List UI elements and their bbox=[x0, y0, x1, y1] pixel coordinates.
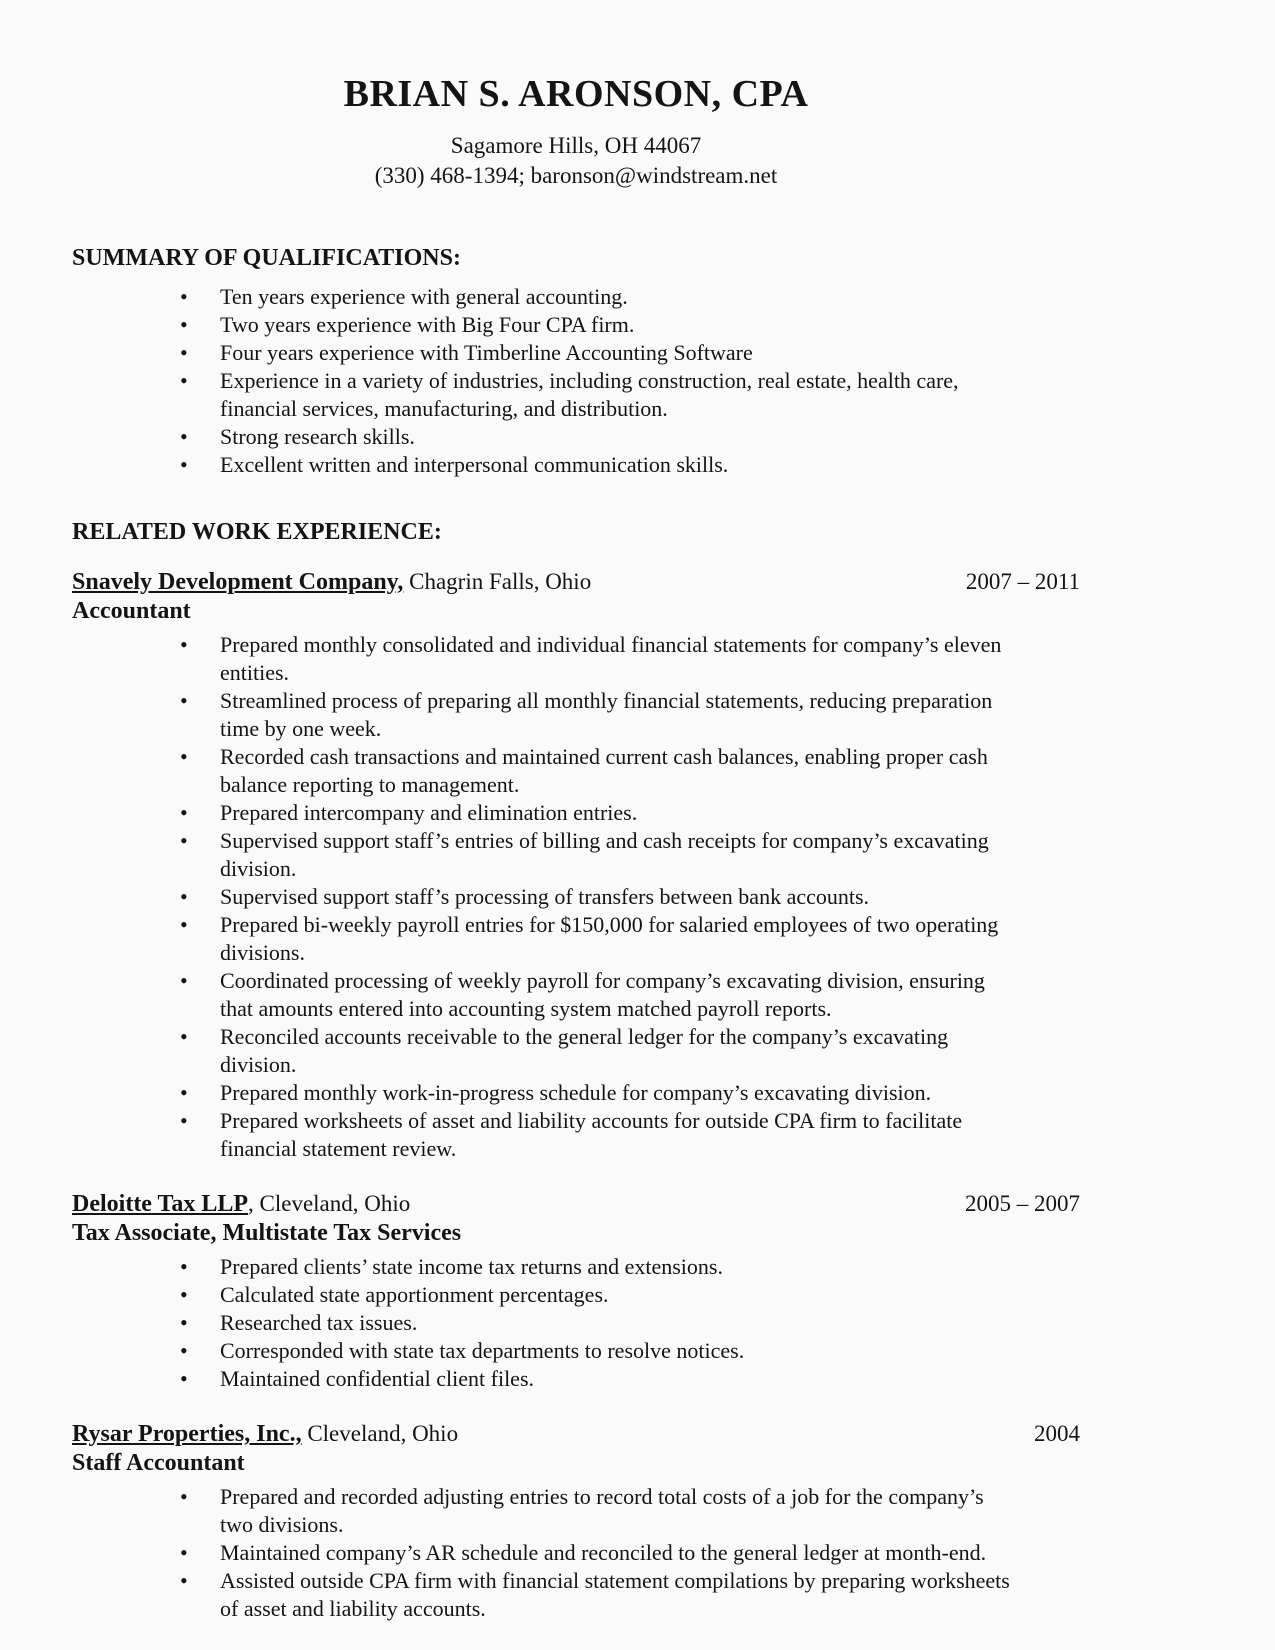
job-bullet: • Prepared monthly work-in-progress schedule for company’s excavating division. bbox=[180, 1079, 1010, 1107]
job-title: Tax Associate, Multistate Tax Services bbox=[72, 1220, 462, 1246]
summary-list bbox=[72, 283, 1080, 479]
job-bullet: • Prepared and recorded adjusting entries to record total costs of a job for the company’s two divisions. bbox=[180, 1483, 1010, 1539]
job-dates: 2005 – 2007 bbox=[965, 1191, 1080, 1216]
company-line bbox=[72, 567, 591, 597]
job-bullet: • Reconciled accounts receivable to the general ledger for the company’s excavating division. bbox=[180, 1023, 1010, 1079]
contact-block bbox=[72, 131, 1080, 191]
job-bullet: • Coordinated processing of weekly payroll for company’s excavating division, ensuring that amounts entered into accounting system matched payroll reports. bbox=[180, 967, 1010, 1023]
company-line bbox=[72, 1419, 458, 1449]
job-bullet: • Maintained confidential client files. bbox=[180, 1365, 1010, 1393]
section-heading-experience: RELATED WORK EXPERIENCE: bbox=[72, 519, 442, 545]
job-block-deloitte bbox=[72, 1189, 1080, 1393]
job-header bbox=[72, 567, 1080, 597]
job-title: Accountant bbox=[72, 598, 191, 624]
job-dates: 2007 – 2011 bbox=[965, 569, 1080, 594]
job-block-rysar bbox=[72, 1419, 1080, 1623]
job-title: Staff Accountant bbox=[72, 1450, 245, 1476]
company-name: Deloitte Tax LLP bbox=[72, 1191, 249, 1217]
company-location: , Cleveland, Ohio bbox=[248, 1191, 411, 1216]
company-name: Rysar Properties, Inc., bbox=[72, 1421, 302, 1447]
job-bullet: • Supervised support staff’s entries of billing and cash receipts for company’s excavating division. bbox=[180, 827, 1010, 883]
job-bullet: • Prepared intercompany and elimination entries. bbox=[180, 799, 1010, 827]
job-bullet: • Prepared monthly consolidated and individual financial statements for company’s eleven entities. bbox=[180, 631, 1010, 687]
job-header bbox=[72, 1189, 1080, 1219]
summary-bullet: • Experience in a variety of industries, including construction, real estate, health care, financial services, manufacturing, and distribution. bbox=[180, 367, 1010, 423]
company-name: Snavely Development Company, bbox=[72, 569, 404, 595]
resume-name: BRIAN S. ARONSON, CPA bbox=[343, 73, 809, 115]
job-bullet: • Researched tax issues. bbox=[180, 1309, 1010, 1337]
job-bullet: • Maintained company’s AR schedule and reconciled to the general ledger at month-end. bbox=[180, 1539, 1010, 1567]
job-bullet: • Calculated state apportionment percentages. bbox=[180, 1281, 1010, 1309]
company-line bbox=[72, 1189, 410, 1219]
job-bullet: • Streamlined process of preparing all monthly financial statements, reducing preparation time by one week. bbox=[180, 687, 1010, 743]
job-bullet: • Prepared clients’ state income tax returns and extensions. bbox=[180, 1253, 1010, 1281]
job-bullet: • Prepared worksheets of asset and liability accounts for outside CPA firm to facilitate financial statement review. bbox=[180, 1107, 1010, 1163]
summary-bullet: • Ten years experience with general accounting. bbox=[180, 283, 1010, 311]
company-location: Chagrin Falls, Ohio bbox=[403, 569, 592, 594]
job-bullets bbox=[72, 1483, 1080, 1623]
job-bullet: • Prepared bi-weekly payroll entries for $150,000 for salaried employees of two operating divisions. bbox=[180, 911, 1010, 967]
summary-bullet: • Four years experience with Timberline Accounting Software bbox=[180, 339, 1010, 367]
job-dates: 2004 bbox=[1034, 1421, 1080, 1446]
job-bullet: • Recorded cash transactions and maintained current cash balances, enabling proper cash balance reporting to management. bbox=[180, 743, 1010, 799]
job-bullets bbox=[72, 631, 1080, 1163]
job-bullets bbox=[72, 1253, 1080, 1393]
summary-bullet: • Two years experience with Big Four CPA firm. bbox=[180, 311, 1010, 339]
job-bullet: • Supervised support staff’s processing of transfers between bank accounts. bbox=[180, 883, 1010, 911]
job-header bbox=[72, 1419, 1080, 1449]
section-heading-summary: SUMMARY OF QUALIFICATIONS: bbox=[72, 245, 461, 271]
address-line: Sagamore Hills, OH 44067 bbox=[450, 133, 702, 158]
summary-bullet: • Strong research skills. bbox=[180, 423, 1010, 451]
company-location: Cleveland, Ohio bbox=[301, 1421, 459, 1446]
job-block-snavely bbox=[72, 567, 1080, 1163]
job-bullet: • Corresponded with state tax departments to resolve notices. bbox=[180, 1337, 1010, 1365]
job-bullet: • Assisted outside CPA firm with financial statement compilations by preparing worksheets of asset and liability accounts. bbox=[180, 1567, 1010, 1623]
phone-email-line: (330) 468-1394; baronson@windstream.net bbox=[374, 163, 778, 188]
summary-bullet: • Excellent written and interpersonal communication skills. bbox=[180, 451, 1010, 479]
